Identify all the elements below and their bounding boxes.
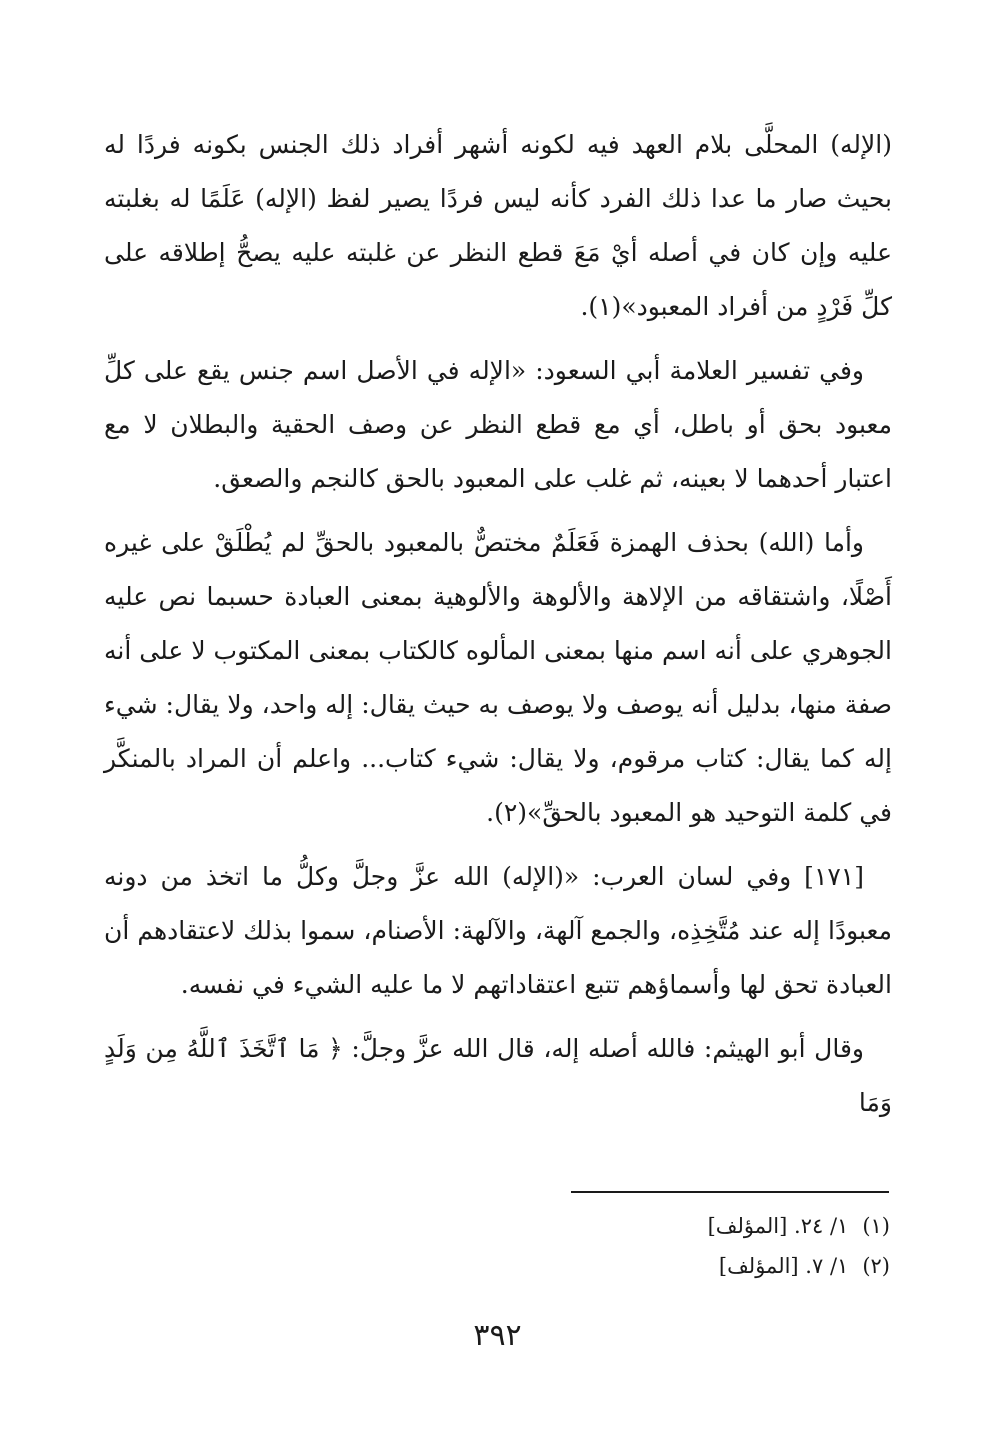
footnote-1: [560, 1206, 890, 1246]
paragraph-4: [١٧١] وفي لسان العرب: «(الإله) الله عزَّ وجلَّ وكلُّ ما اتخذ من دونه معبودًا إله عند مُتَّخِذِه، والجمع آلهة، والآلهة: الأصنام، سموا بذلك لاعتقادهم أن العبادة تحق لها وأسماؤهم تتبع اعتقاداتهم لا ما عليه الشيء في نفسه.: [104, 862, 892, 999]
page-number: ٣٩٢: [473, 1318, 522, 1353]
footnote-2-text: ١/ ٧. [المؤلف]: [718, 1254, 849, 1278]
footnote-2-number: (٢): [862, 1254, 890, 1278]
footnotes: [560, 1206, 890, 1286]
footnote-2: [560, 1246, 890, 1286]
footnote-1-text: ١/ ٢٤. [المؤلف]: [707, 1214, 849, 1238]
paragraph-1: (الإله) المحلَّى بلام العهد فيه لكونه أشهر أفراد ذلك الجنس بكونه فردًا له بحيث صار ما عدا ذلك الفرد كأنه ليس فردًا يصير لفظ (الإله) عَلَمًا له بغلبته عليه وإن كان في أصله أيْ مَعَ قطع النظر عن غلبته عليه يصحُّ إطلاقه على كلِّ فَرْدٍ من أفراد المعبود»(١).: [104, 130, 892, 321]
paragraph-2: وفي تفسير العلامة أبي السعود: «الإله في الأصل اسم جنس يقع على كلِّ معبود بحق أو باطل، أي مع قطع النظر عن وصف الحقية والبطلان لا مع اعتبار أحدهما لا بعينه، ثم غلب على المعبود بالحق كالنجم والصعق.: [104, 356, 892, 493]
footnote-1-number: (١): [862, 1214, 890, 1238]
footnote-divider: [571, 1191, 889, 1193]
main-text: [104, 118, 892, 1140]
paragraph-5: وقال أبو الهيثم: فالله أصله إله، قال الله عزَّ وجلَّ: ﴿ مَا ٱتَّخَذَ ٱللَّهُ مِن وَلَدٍ وَمَا: [104, 1034, 892, 1117]
paragraph-3: وأما (الله) بحذف الهمزة فَعَلَمٌ مختصٌّ بالمعبود بالحقِّ لم يُطْلَقْ على غيره أَصْلًا، واشتقاقه من الإلاهة والألوهة والألوهية بمعنى العبادة حسبما نص عليه الجوهري على أنه اسم منها بمعنى المألوه كالكتاب بمعنى المكتوب لا على أنه صفة منها، بدليل أنه يوصف ولا يوصف به حيث يقال: إله واحد، ولا يقال: شيء إله كما يقال: كتاب مرقوم، ولا يقال: شيء كتاب... واعلم أن المراد بالمنكَّر في كلمة التوحيد هو المعبود بالحقِّ»(٢).: [104, 528, 892, 827]
